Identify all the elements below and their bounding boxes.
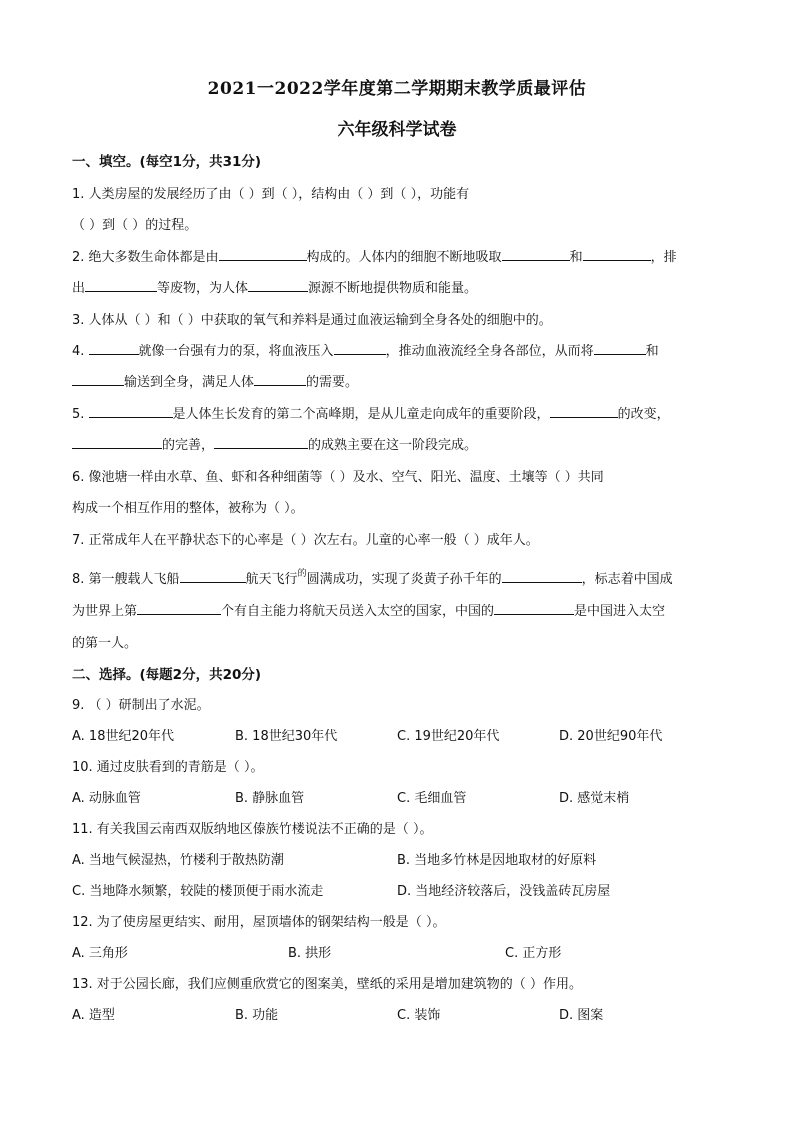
option-c[interactable]: C. 正方形 — [505, 946, 562, 961]
text-segment: 的完善， — [162, 438, 215, 453]
text-segment: 的改变， — [617, 407, 670, 422]
option-c[interactable]: C. 装饰 — [397, 1008, 441, 1023]
text-segment: 5. — [72, 407, 85, 422]
question-8-line-1 — [72, 566, 722, 587]
text-segment: 个有自主能力将航天员送入太空的国家，中国的 — [221, 604, 495, 619]
question-2-line-2 — [72, 277, 722, 296]
section-heading-fill-blank: 一、填空。(每空1分，共31分) — [72, 154, 262, 170]
question-3: 3. 人体从（ ）和（ ）中获取的氧气和养料是通过血液运输到全身各处的细胞中的。 — [72, 313, 552, 328]
question-4-line-1 — [72, 340, 722, 359]
text-segment: 2. 绝大多数生命体都是由 — [72, 250, 219, 265]
option-b[interactable]: B. 当地多竹林是因地取材的好原料 — [397, 853, 597, 868]
option-a[interactable]: A. 18世纪20年代 — [72, 729, 175, 744]
option-a[interactable]: A. 当地气候湿热，竹楼利于散热防潮 — [72, 853, 284, 868]
section-heading-choice: 二、选择。(每题2分，共20分) — [72, 667, 262, 683]
answer-blank[interactable] — [494, 601, 574, 615]
text-segment: ，标志着中国成 — [581, 572, 673, 587]
answer-blank[interactable] — [219, 247, 307, 261]
option-c[interactable]: C. 当地降水频繁，较陡的楼顶便于雨水流走 — [72, 884, 324, 899]
answer-blank[interactable] — [248, 278, 308, 292]
text-segment: 是中国进入太空 — [574, 604, 666, 619]
answer-blank[interactable] — [254, 372, 306, 386]
text-segment: 为世界上第 — [72, 604, 138, 619]
option-c[interactable]: C. 19世纪20年代 — [397, 729, 500, 744]
question-6-line-1: 6. 像池塘一样由水草、鱼、虾和各种细菌等（ ）及水、空气、阳光、温度、土壤等（ ）共同 — [72, 470, 604, 485]
text-segment: 源源不断地提供物质和能量。 — [308, 281, 478, 296]
option-b[interactable]: B. 拱形 — [288, 946, 332, 961]
option-c[interactable]: C. 毛细血管 — [397, 791, 467, 806]
question-7: 7. 正常成年人在平静状态下的心率是（ ）次左右。儿童的心率一般（ ）成年人。 — [72, 533, 539, 548]
question-11-stem: 11. 有关我国云南西双版纳地区傣族竹楼说法不正确的是（ ）。 — [72, 822, 433, 837]
exam-title: 2021一2022学年度第二学期期末教学质最评估 — [207, 79, 587, 99]
text-segment: ，推动血液流经全身各部位，从而将 — [385, 344, 594, 359]
text-segment: 出 — [72, 281, 86, 296]
answer-blank[interactable] — [594, 341, 646, 355]
question-8-line-2 — [72, 600, 722, 619]
option-a[interactable]: A. 动脉血管 — [72, 791, 141, 806]
text-segment: 航天飞行 — [245, 572, 298, 587]
text-segment: ，排 — [650, 250, 677, 265]
option-d[interactable]: D. 图案 — [559, 1008, 604, 1023]
question-6-line-2: 构成一个相互作用的整体，被称为（ ）。 — [72, 501, 304, 516]
answer-blank[interactable] — [502, 247, 570, 261]
question-8-line-3: 的第一人。 — [72, 636, 138, 651]
option-b[interactable]: B. 静脉血管 — [235, 791, 305, 806]
question-1-line-1: 1. 人类房屋的发展经历了由（ ）到（ ），结构由（ ）到（ ），功能有 — [72, 187, 470, 202]
text-segment: 就像一台强有力的泵，将血液压入 — [138, 344, 334, 359]
text-segment: 的 — [297, 569, 307, 579]
answer-blank[interactable] — [180, 569, 246, 583]
question-5-line-2 — [72, 434, 722, 453]
text-segment: 和 — [569, 250, 583, 265]
answer-blank[interactable] — [72, 372, 124, 386]
option-b[interactable]: B. 18世纪30年代 — [235, 729, 338, 744]
answer-blank[interactable] — [550, 404, 618, 418]
option-d[interactable]: D. 当地经济较落后，没钱盖砖瓦房屋 — [397, 884, 611, 899]
question-12-stem: 12. 为了使房屋更结实、耐用，屋顶墙体的钢架结构一般是（ ）。 — [72, 915, 446, 930]
question-13-stem: 13. 对于公园长廊，我们应侧重欣赏它的图案美，壁纸的采用是增加建筑物的（ ）作用。 — [72, 977, 582, 992]
text-segment: 输送到全身，满足人体 — [124, 375, 255, 390]
text-segment: 是人体生长发育的第二个高峰期，是从儿童走向成年的重要阶段， — [172, 407, 550, 422]
answer-blank[interactable] — [502, 569, 582, 583]
text-segment: 的成熟主要在这一阶段完成。 — [308, 438, 478, 453]
answer-blank[interactable] — [583, 247, 651, 261]
answer-blank[interactable] — [89, 341, 139, 355]
text-segment: 等废物，为人体 — [157, 281, 249, 296]
answer-blank[interactable] — [72, 435, 162, 449]
answer-blank[interactable] — [334, 341, 386, 355]
question-10-stem: 10. 通过皮肤看到的青筋是（ ）。 — [72, 760, 264, 775]
option-a[interactable]: A. 三角形 — [72, 946, 128, 961]
answer-blank[interactable] — [89, 404, 173, 418]
option-d[interactable]: D. 感觉末梢 — [559, 791, 630, 806]
option-d[interactable]: D. 20世纪90年代 — [559, 729, 663, 744]
text-segment: 圆满成功，实现了炎黄子孙千年的 — [306, 572, 502, 587]
answer-blank[interactable] — [137, 601, 221, 615]
exam-subtitle: 六年级科学试卷 — [337, 120, 457, 140]
text-segment: 4. — [72, 344, 85, 359]
question-2-line-1 — [72, 246, 722, 265]
question-1-line-2: （ ）到（ ）的过程。 — [72, 218, 198, 233]
question-4-line-2 — [72, 371, 722, 390]
option-a[interactable]: A. 造型 — [72, 1008, 115, 1023]
question-5-line-1 — [72, 403, 722, 422]
text-segment: 和 — [645, 344, 659, 359]
answer-blank[interactable] — [214, 435, 308, 449]
option-b[interactable]: B. 功能 — [235, 1008, 279, 1023]
text-segment: 构成的。人体内的细胞不断地吸取 — [306, 250, 502, 265]
text-segment: 的需要。 — [306, 375, 359, 390]
question-9-stem: 9. （ ）研制出了水泥。 — [72, 698, 210, 713]
answer-blank[interactable] — [85, 278, 157, 292]
text-segment: 8. 第一艘载人飞船 — [72, 572, 180, 587]
